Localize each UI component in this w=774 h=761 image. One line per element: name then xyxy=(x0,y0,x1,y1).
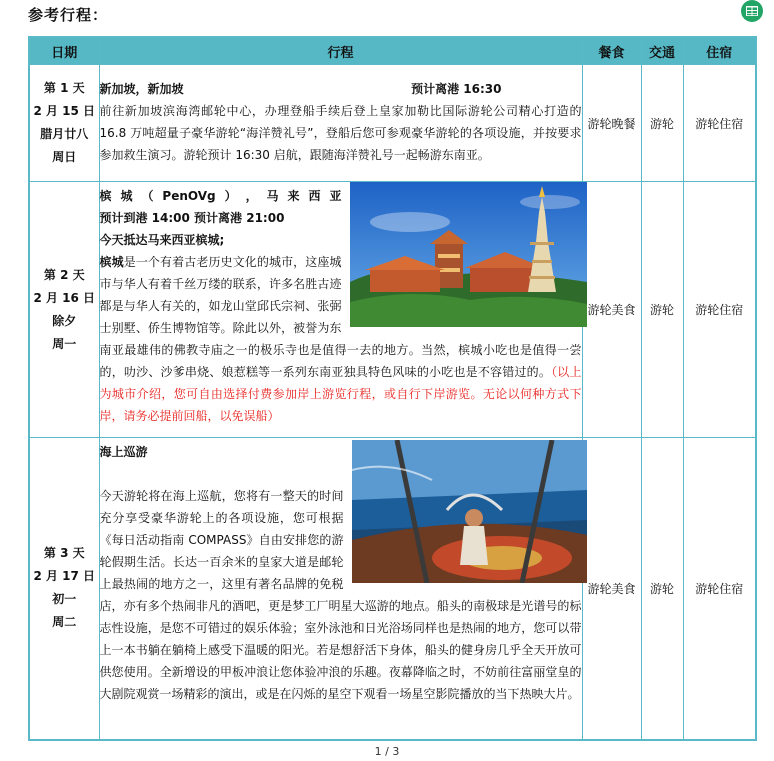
meal-cell: 游轮美食 xyxy=(582,182,641,438)
meal-cell: 游轮晚餐 xyxy=(582,65,641,182)
day-lunar: 腊月廿八 xyxy=(40,127,89,141)
table-row-day1 xyxy=(29,65,756,182)
day-number: 第 1 天 xyxy=(43,81,85,95)
day-cell xyxy=(29,182,99,438)
day-number: 第 3 天 xyxy=(43,546,85,561)
itinerary-text: 前往新加坡滨海湾邮轮中心，办理登船手续后登上皇家加勒比国际游轮公司精心打造的 16.8 万吨超量子豪华游轮“海洋赞礼号”，登船后您可参观豪华游轮的各项设施，并按要求参加救生演习。游轮预计 16:30 启航，跟随海洋赞礼号一起畅游东南亚。 xyxy=(99,104,582,162)
day-weekday: 周二 xyxy=(52,615,77,630)
day-cell xyxy=(29,438,99,740)
lodging-cell: 游轮住宿 xyxy=(683,65,756,182)
itinerary-cell xyxy=(99,65,582,182)
page-number: 1 / 3 xyxy=(374,745,400,758)
city-name: 槟城 xyxy=(99,255,124,269)
day-date: 2 月 17 日 xyxy=(33,569,96,584)
table-row-day3 xyxy=(29,438,756,740)
transport-cell: 游轮 xyxy=(641,65,683,182)
day-weekday: 周日 xyxy=(52,150,77,164)
itinerary-table xyxy=(28,36,757,741)
port-time: 预计到港 14:00 预计离港 21:00 xyxy=(99,211,285,225)
header-transport: 交通 xyxy=(641,37,683,65)
ship-deck-photo xyxy=(352,440,587,583)
page-title: 参考行程： xyxy=(28,6,109,24)
day-lunar: 初一 xyxy=(52,592,77,607)
lodging-cell: 游轮住宿 xyxy=(683,438,756,740)
sheets-icon[interactable] xyxy=(738,0,766,24)
lodging-cell: 游轮住宿 xyxy=(683,182,756,438)
meal-cell: 游轮美食 xyxy=(582,438,641,740)
itinerary-text: 今天游轮将在海上巡航，您将有一整天的时间充分享受豪华游轮上的各项设施，您可根据《每日活动指南 COMPASS》自由安排您的游轮假期生活。长达一百余米的皇家大道是邮轮上最热闹的地方之一，这里有著名品牌的免税店，亦有多个热闹非凡的酒吧，更是梦工厂明星大巡游的地点。船头的南极球是光谱号的标志性设施，是您不可错过的娱乐体验；室外泳池和日光浴场同样也是热闹的地方，您可以带上一本书躺在躺椅上感受下温暖的阳光。若是想舒活下身体，船头的健身房几乎全天开放可供您使用。全新增设的甲板冲浪让您体验冲浪的乐趣。夜幕降临之时，不妨前往富丽堂皇的大剧院观赏一场精彩的演出，或是在闪烁的星空下观看一场星空影院播放的当下热映大片。 xyxy=(99,489,582,701)
header-itinerary: 行程 xyxy=(99,37,582,65)
place-title: 海上巡游 xyxy=(99,445,148,459)
place-title: 槟 城 （ PenOVg ） ， 马 来 西 亚 xyxy=(99,189,342,203)
table-row-day2 xyxy=(29,182,756,438)
header-date: 日期 xyxy=(29,37,99,65)
shore-excursion-note: （以上为城市介绍，您可自由选择付费参加岸上游览行程，或自行下岸游览。无论以何种方式下岸，请务必提前回船，以免误船） xyxy=(99,365,582,423)
port-time: 预计离港 16:30 xyxy=(411,82,502,96)
table-header-row xyxy=(29,37,756,65)
temple-photo xyxy=(350,182,587,327)
day-lunar: 除夕 xyxy=(52,313,77,328)
itinerary-cell xyxy=(99,182,582,438)
transport-cell: 游轮 xyxy=(641,438,683,740)
day-subtitle: 今天抵达马来西亚槟城; xyxy=(99,233,225,247)
header-lodging: 住宿 xyxy=(683,37,756,65)
day-number: 第 2 天 xyxy=(43,267,85,282)
day-date: 2 月 15 日 xyxy=(33,104,96,118)
day-weekday: 周一 xyxy=(52,336,77,351)
itinerary-text: 槟城是一个有着古老历史文化的城市，这座城市与华人有着千丝万缕的联系，许多名胜古迹都是与华人有关的，如龙山堂邱氏宗祠、张弼士别墅、侨生博物馆等。除此以外，被誉为东南亚最雄伟的佛教寺庙之一的极乐寺也是值得一去的地方。当然，槟城小吃也是值得一尝的，叻沙、沙爹串烧、娘惹糕等一系列东南亚独具特色风味的小吃也是不容错过的。（以上为城市介绍，您可自由选择付费参加岸上游览行程，或自行下岸游览。无论以何种方式下岸，请务必提前回船，以免误船） xyxy=(99,255,582,423)
transport-cell: 游轮 xyxy=(641,182,683,438)
day-cell xyxy=(29,65,99,182)
header-meal: 餐食 xyxy=(582,37,641,65)
day-date: 2 月 16 日 xyxy=(33,290,96,305)
place-title: 新加坡，新加坡 xyxy=(99,82,184,96)
itinerary-cell xyxy=(99,438,582,740)
